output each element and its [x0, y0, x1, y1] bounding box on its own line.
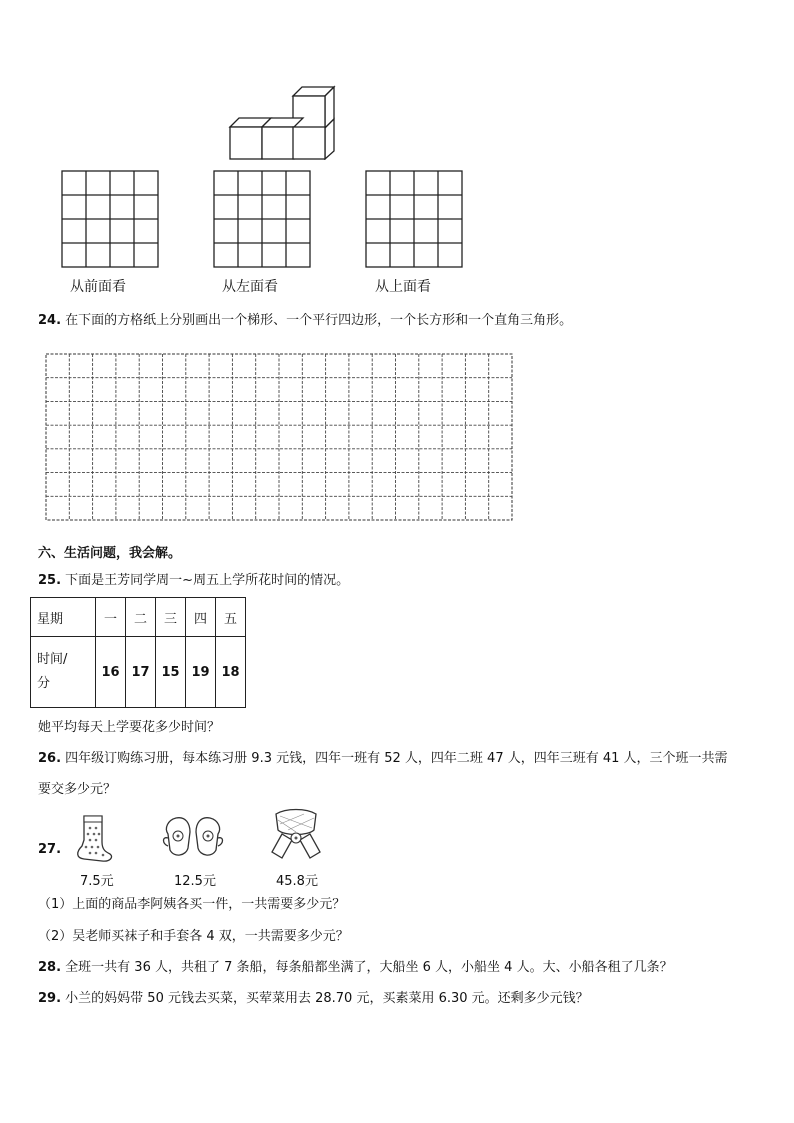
day-cell: 三 [156, 598, 186, 637]
table-header-row [31, 598, 246, 637]
question-25 [38, 573, 349, 589]
top-view-label: 从上面看 [375, 279, 431, 295]
left-view-label: 从左面看 [222, 279, 278, 295]
table-time-row [31, 637, 246, 708]
time-cell: 17 [126, 637, 156, 708]
question-24 [38, 313, 572, 329]
time-cell: 15 [156, 637, 186, 708]
day-cell: 五 [216, 598, 246, 637]
day-cell: 四 [186, 598, 216, 637]
question-number: 29. [38, 991, 62, 1006]
question-27-part1: （1）上面的商品李阿姨各买一件，一共需要多少元？ [38, 897, 346, 912]
question-text: 全班一共有 36 人，共租了 7 条船，每条船都坐满了，大船坐 6 人，小船坐 4 人。大、小船各租了几条？ [65, 960, 673, 975]
time-cell: 18 [216, 637, 246, 708]
mittens-price: 12.5元 [174, 874, 216, 889]
question-number: 28. [38, 960, 62, 975]
question-28 [38, 960, 673, 976]
mittens-icon [160, 814, 226, 864]
question-26-line2: 要交多少元？ [38, 782, 117, 797]
drawing-grid-paper[interactable] [44, 352, 514, 524]
time-cell: 16 [96, 637, 126, 708]
day-cell: 一 [96, 598, 126, 637]
time-cell: 19 [186, 637, 216, 708]
top-view-grid[interactable] [365, 170, 463, 268]
time-row-label-line2: 分 [37, 676, 51, 691]
sock-icon [68, 812, 118, 864]
day-cell: 二 [126, 598, 156, 637]
front-view-label: 从前面看 [70, 279, 126, 295]
question-text: 在下面的方格纸上分别画出一个梯形、一个平行四边形，一个长方形和一个直角三角形。 [65, 313, 573, 328]
left-view-grid[interactable] [213, 170, 311, 268]
question-number: 24. [38, 313, 62, 328]
question-27-number: 27. [38, 842, 62, 857]
commute-time-table [30, 597, 246, 708]
section-title: 六、生活问题，我会解。 [38, 546, 182, 561]
cube-figure [226, 84, 342, 160]
question-text: 下面是王芳同学周一~周五上学所花时间的情况。 [65, 573, 350, 588]
sock-price: 7.5元 [80, 874, 114, 889]
question-text: 小兰的妈妈带 50 元钱去买菜，买荤菜用去 28.70 元，买素菜用 6.30 元。还剩多少元钱？ [65, 991, 589, 1006]
question-text-line1: 四年级订购练习册，每本练习册 9.3 元钱，四年一班有 52 人，四年二班 47 人，四年三班有 41 人，三个班一共需 [65, 751, 728, 766]
question-number: 26. [38, 751, 62, 766]
question-number: 25. [38, 573, 62, 588]
question-27-part2: （2）吴老师买袜子和手套各 4 双，一共需要多少元？ [38, 929, 349, 944]
question-29 [38, 991, 589, 1007]
question-26 [38, 751, 728, 767]
scarf-price: 45.8元 [276, 874, 318, 889]
time-row-label-line1: 时间/ [37, 652, 68, 667]
table-header-label: 星期 [31, 598, 96, 637]
question-25-ask: 她平均每天上学要花多少时间？ [38, 720, 221, 735]
scarf-icon [268, 806, 324, 864]
front-view-grid[interactable] [61, 170, 159, 268]
time-row-label [31, 637, 96, 708]
